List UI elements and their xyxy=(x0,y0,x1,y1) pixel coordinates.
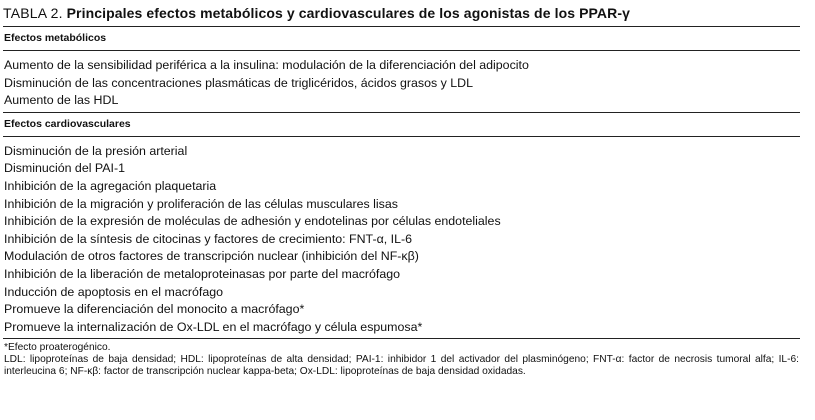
cardiovascular-items xyxy=(3,137,803,339)
list-item: Aumento de las HDL xyxy=(4,93,119,108)
list-item: Inducción de apoptosis en el macrófago xyxy=(4,284,224,299)
table-figure xyxy=(3,0,803,378)
list-item: Modulación de otros factores de transcripción nuclear (inhibición del NF-κβ) xyxy=(4,249,419,264)
list-item: Promueve la diferenciación del monocito a macrófago* xyxy=(4,302,305,317)
footnote-abbreviations: LDL: lipoproteínas de baja densidad; HDL: lipoproteínas de alta densidad; PAI-1: inhibidor 1 del activador del plasminógeno; FNT-α: factor de necrosis tumoral alfa; IL-6: interleucina 6; NF-κβ: factor de transcripción nuclear kappa-beta; Ox-LDL: lipoproteínas de baja densidad oxidadas. xyxy=(4,354,799,378)
list-item: Inhibición de la agregación plaquetaria xyxy=(4,178,217,193)
footnote-asterisk: *Efecto proaterogénico. xyxy=(4,342,111,354)
table-title xyxy=(3,4,803,22)
list-item: Disminución del PAI-1 xyxy=(4,161,125,176)
list-item: Inhibición de la expresión de moléculas de adhesión y endotelinas por células endoteliales xyxy=(4,214,501,229)
table-footnotes xyxy=(3,339,799,378)
section-title-cardiovascular: Efectos cardiovasculares xyxy=(4,117,131,130)
list-item: Inhibición de la migración y proliferación de las células musculares lisas xyxy=(4,196,398,211)
list-item: Inhibición de la liberación de metaloproteinasas por parte del macrófago xyxy=(4,266,401,281)
list-item: Inhibición de la síntesis de citocinas y factores de crecimiento: FNT-α, IL-6 xyxy=(4,231,412,246)
list-item: Disminución de la presión arterial xyxy=(4,143,188,158)
table-heading: Principales efectos metabólicos y cardiovasculares de los agonistas de los PPAR-γ xyxy=(66,5,630,21)
list-item: Aumento de la sensibilidad periférica a la insulina: modulación de la diferenciación del adipocito xyxy=(4,58,529,72)
list-item: Disminución de las concentraciones plasmáticas de triglicéridos, ácidos grasos y LDL xyxy=(4,75,473,90)
metabolic-items xyxy=(3,51,803,112)
table-label: TABLA 2. xyxy=(3,5,63,21)
list-item: Promueve la internalización de Ox-LDL en el macrófago y célula espumosa* xyxy=(4,319,423,334)
section-title-metabolic: Efectos metabólicos xyxy=(4,32,107,44)
